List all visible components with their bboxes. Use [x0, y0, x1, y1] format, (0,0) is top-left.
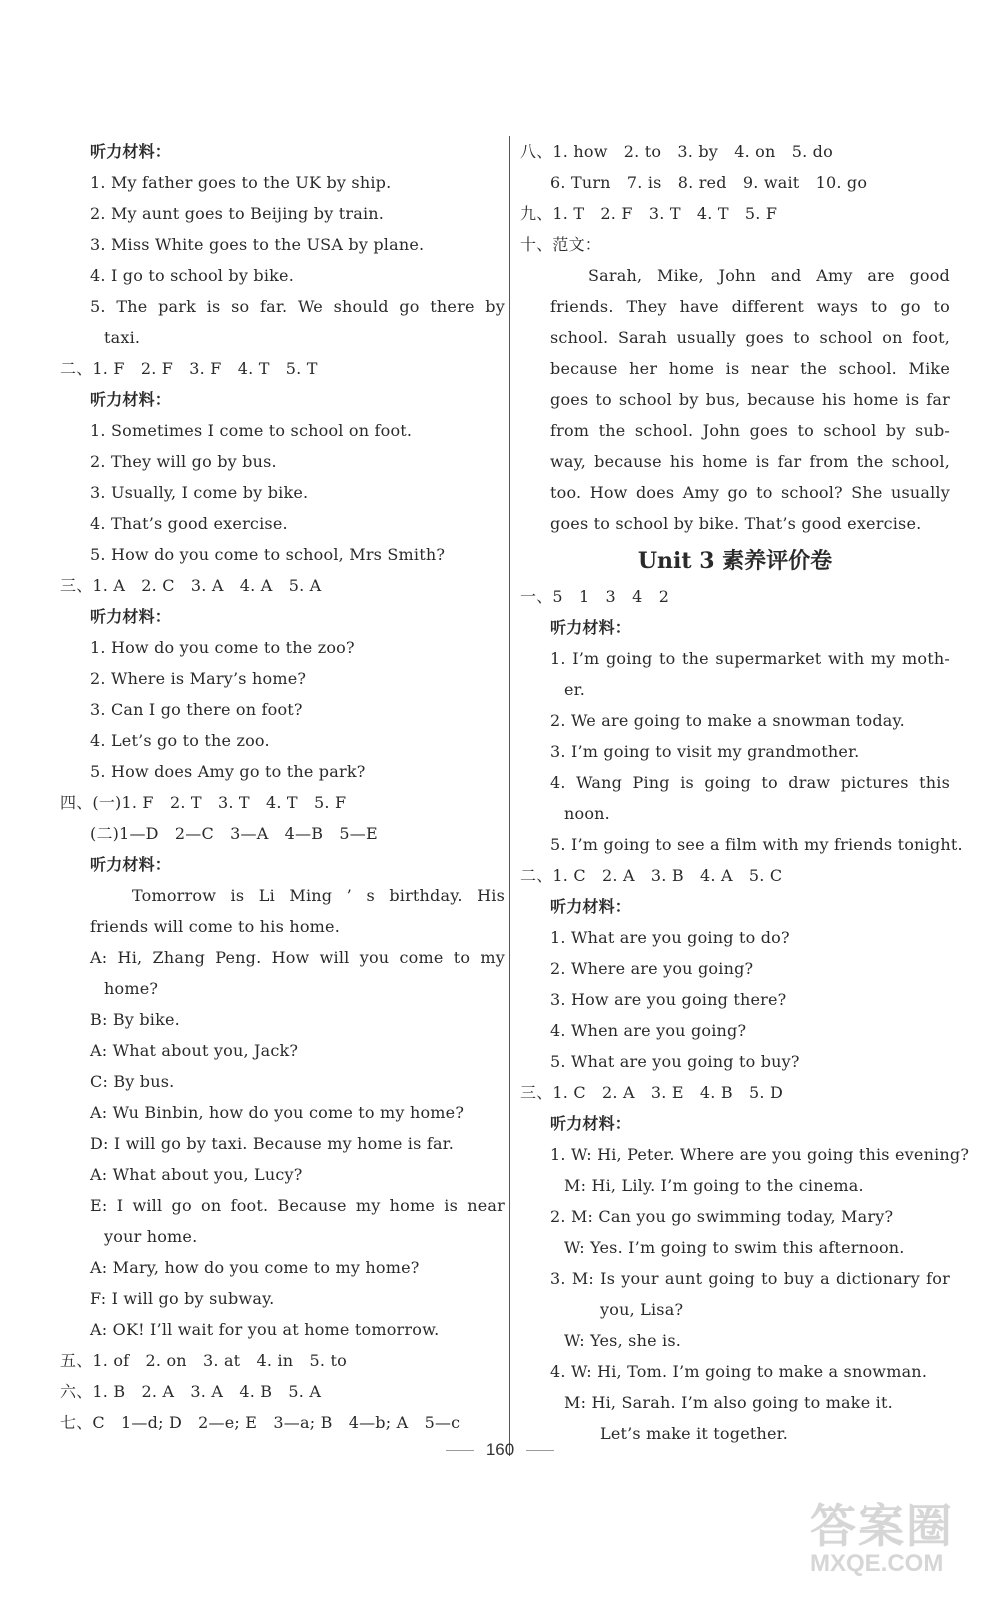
watermark-line2: MXQE.COM — [810, 1550, 944, 1577]
text-line: friends. They have different ways to go to — [550, 297, 950, 316]
text-line: 三、1. A 2. C 3. A 4. A 5. A — [60, 576, 322, 595]
text-line: E: I will go on foot. Because my home is near — [90, 1196, 505, 1215]
page-number-dash-left — [446, 1450, 474, 1451]
text-line: 1. W: Hi, Peter. Where are you going this evening? — [550, 1145, 970, 1164]
text-line: A: OK! I’ll wait for you at home tomorrow. — [90, 1320, 440, 1339]
text-line: 听力材料： — [90, 390, 172, 409]
text-line: Let’s make it together. — [600, 1424, 789, 1443]
text-line: 听力材料： — [90, 607, 172, 626]
text-line: Sarah, Mike, John and Amy are good — [588, 266, 950, 285]
text-line: 5. The park is so far. We should go there by — [90, 297, 505, 316]
text-line: 八、1. how 2. to 3. by 4. on 5. do — [520, 142, 833, 161]
text-line: 2. Where are you going? — [550, 959, 754, 978]
text-line: 5. I’m going to see a film with my friends tonight. — [550, 835, 963, 854]
text-line: A: Mary, how do you come to my home? — [90, 1258, 420, 1277]
text-line: 5. How do you come to school, Mrs Smith? — [90, 545, 446, 564]
text-line: 六、1. B 2. A 3. A 4. B 5. A — [60, 1382, 322, 1401]
text-line: 九、1. T 2. F 3. T 4. T 5. F — [520, 204, 778, 223]
text-line: 2. Where is Mary’s home? — [90, 669, 307, 688]
text-line: 4. I go to school by bike. — [90, 266, 294, 285]
text-line: A: Hi, Zhang Peng. How will you come to my — [90, 948, 505, 967]
text-line: 1. My father goes to the UK by ship. — [90, 173, 392, 192]
text-line: 2. M: Can you go swimming today, Mary? — [550, 1207, 894, 1226]
text-line: er. — [564, 680, 586, 699]
text-line: 二、1. C 2. A 3. B 4. A 5. C — [520, 866, 783, 885]
text-line: B: By bike. — [90, 1010, 180, 1029]
text-line: W: Yes. I’m going to swim this afternoon. — [564, 1238, 905, 1257]
text-line: 1. Sometimes I come to school on foot. — [90, 421, 413, 440]
text-line: 4. Let’s go to the zoo. — [90, 731, 270, 750]
text-line: friends will come to his home. — [90, 917, 340, 936]
right-column — [520, 136, 970, 1449]
watermark-line1: 答案圈 — [810, 1500, 954, 1552]
text-line: 十、范文： — [520, 235, 602, 254]
text-line: 3. I’m going to visit my grandmother. — [550, 742, 860, 761]
page-number — [0, 1440, 1000, 1460]
text-line: A: What about you, Jack? — [90, 1041, 299, 1060]
text-line: M: Hi, Lily. I’m going to the cinema. — [564, 1176, 864, 1195]
text-line: 一、5 1 3 4 2 — [520, 587, 670, 606]
text-line: 听力材料： — [90, 142, 172, 161]
column-divider — [509, 136, 510, 1456]
text-line: 1. I’m going to the supermarket with my moth- — [550, 649, 950, 668]
text-line: 听力材料： — [90, 855, 172, 874]
page-number-dash-right — [526, 1450, 554, 1451]
text-line: 3. Miss White goes to the USA by plane. — [90, 235, 425, 254]
text-line: 4. W: Hi, Tom. I’m going to make a snowman. — [550, 1362, 928, 1381]
unit-title: Unit 3 素养评价卷 — [637, 548, 833, 574]
text-line: (二)1—D 2—C 3—A 4—B 5—E — [90, 824, 378, 843]
text-line: 2. They will go by bus. — [90, 452, 277, 471]
text-line: A: What about you, Lucy? — [90, 1165, 303, 1184]
watermark-logo — [810, 1490, 980, 1590]
text-line: 听力材料： — [550, 897, 632, 916]
text-line: 1. How do you come to the zoo? — [90, 638, 355, 657]
text-line: 七、C 1—d; D 2—e; E 3—a; B 4—b; A 5—c — [60, 1413, 461, 1432]
right-top-block — [520, 136, 950, 539]
text-line: school. Sarah usually goes to school on foot, — [550, 328, 950, 347]
text-line: 四、(一)1. F 2. T 3. T 4. T 5. F — [60, 793, 347, 812]
text-line: 3. Usually, I come by bike. — [90, 483, 309, 502]
text-line: 五、1. of 2. on 3. at 4. in 5. to — [60, 1351, 347, 1370]
text-line: 2. My aunt goes to Beijing by train. — [90, 204, 385, 223]
text-line: C: By bus. — [90, 1072, 175, 1091]
text-line: home? — [104, 979, 159, 998]
text-line: 6. Turn 7. is 8. red 9. wait 10. go — [550, 173, 868, 192]
text-line: 1. What are you going to do? — [550, 928, 790, 947]
text-line: 5. How does Amy go to the park? — [90, 762, 366, 781]
text-line: 3. How are you going there? — [550, 990, 787, 1009]
left-column — [60, 136, 505, 1438]
text-line: A: Wu Binbin, how do you come to my home? — [90, 1103, 465, 1122]
text-line: D: I will go by taxi. Because my home is far. — [90, 1134, 455, 1153]
text-line: your home. — [104, 1227, 198, 1246]
text-line: way, because his home is far from the school, — [550, 452, 950, 471]
text-line: from the school. John goes to school by sub- — [550, 421, 950, 440]
text-line: 三、1. C 2. A 3. E 4. B 5. D — [520, 1083, 784, 1102]
text-line: 4. When are you going? — [550, 1021, 747, 1040]
text-line: 2. We are going to make a snowman today. — [550, 711, 905, 730]
text-line: noon. — [564, 804, 610, 823]
text-line: too. How does Amy go to school? She usually — [550, 483, 950, 502]
page-number-text: 160 — [485, 1440, 515, 1459]
text-line: W: Yes, she is. — [564, 1331, 682, 1350]
text-line: 3. Can I go there on foot? — [90, 700, 303, 719]
text-line: goes to school by bus, because his home is far — [550, 390, 950, 409]
text-line: 听力材料： — [550, 1114, 632, 1133]
text-line: 3. M: Is your aunt going to buy a dictionary for — [550, 1269, 950, 1288]
text-line: you, Lisa? — [600, 1300, 684, 1319]
text-line: 二、1. F 2. F 3. F 4. T 5. T — [60, 359, 318, 378]
text-line: because her home is near the school. Mike — [550, 359, 950, 378]
text-line: Tomorrow is Li Ming ’ s birthday. His — [132, 886, 505, 905]
text-line: 5. What are you going to buy? — [550, 1052, 800, 1071]
text-line: 听力材料： — [550, 618, 632, 637]
text-line: 4. Wang Ping is going to draw pictures this — [550, 773, 950, 792]
text-line: 4. That’s good exercise. — [90, 514, 288, 533]
text-line: taxi. — [104, 328, 141, 347]
text-line: F: I will go by subway. — [90, 1289, 275, 1308]
text-line: M: Hi, Sarah. I’m also going to make it. — [564, 1393, 893, 1412]
text-line: goes to school by bike. That’s good exercise. — [550, 514, 922, 533]
right-bottom-block — [520, 581, 970, 1449]
